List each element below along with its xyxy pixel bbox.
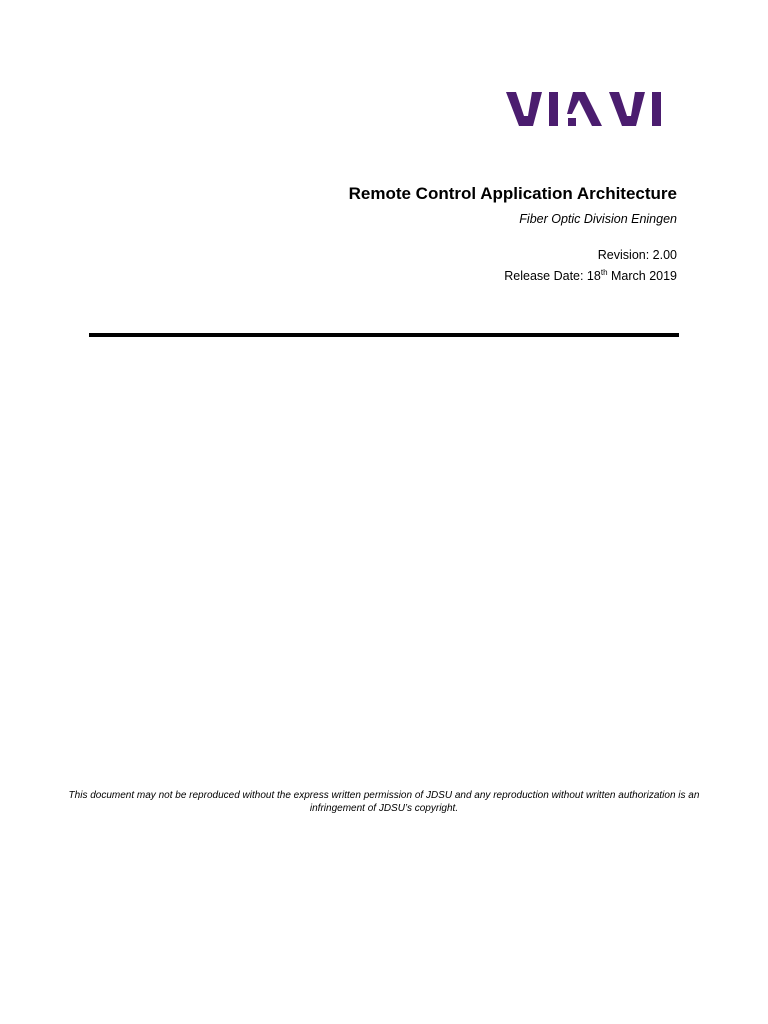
document-title: Remote Control Application Architecture: [348, 184, 677, 203]
release-date-prefix: Release Date: 18: [504, 269, 601, 283]
horizontal-rule: [89, 333, 679, 337]
document-subtitle: Fiber Optic Division Eningen: [519, 212, 677, 226]
release-date-ordinal: th: [600, 267, 608, 277]
viavi-logo: [506, 92, 678, 126]
release-date-suffix: March 2019: [607, 269, 677, 283]
title-block: [177, 183, 677, 284]
copyright-notice: This document may not be reproduced without the express written permission of JDSU and any reproduction without written authorization is an infringement of JDSU’s copyright.: [68, 790, 700, 814]
revision-line: Revision: 2.00: [597, 248, 677, 262]
release-date-line: [177, 268, 677, 284]
